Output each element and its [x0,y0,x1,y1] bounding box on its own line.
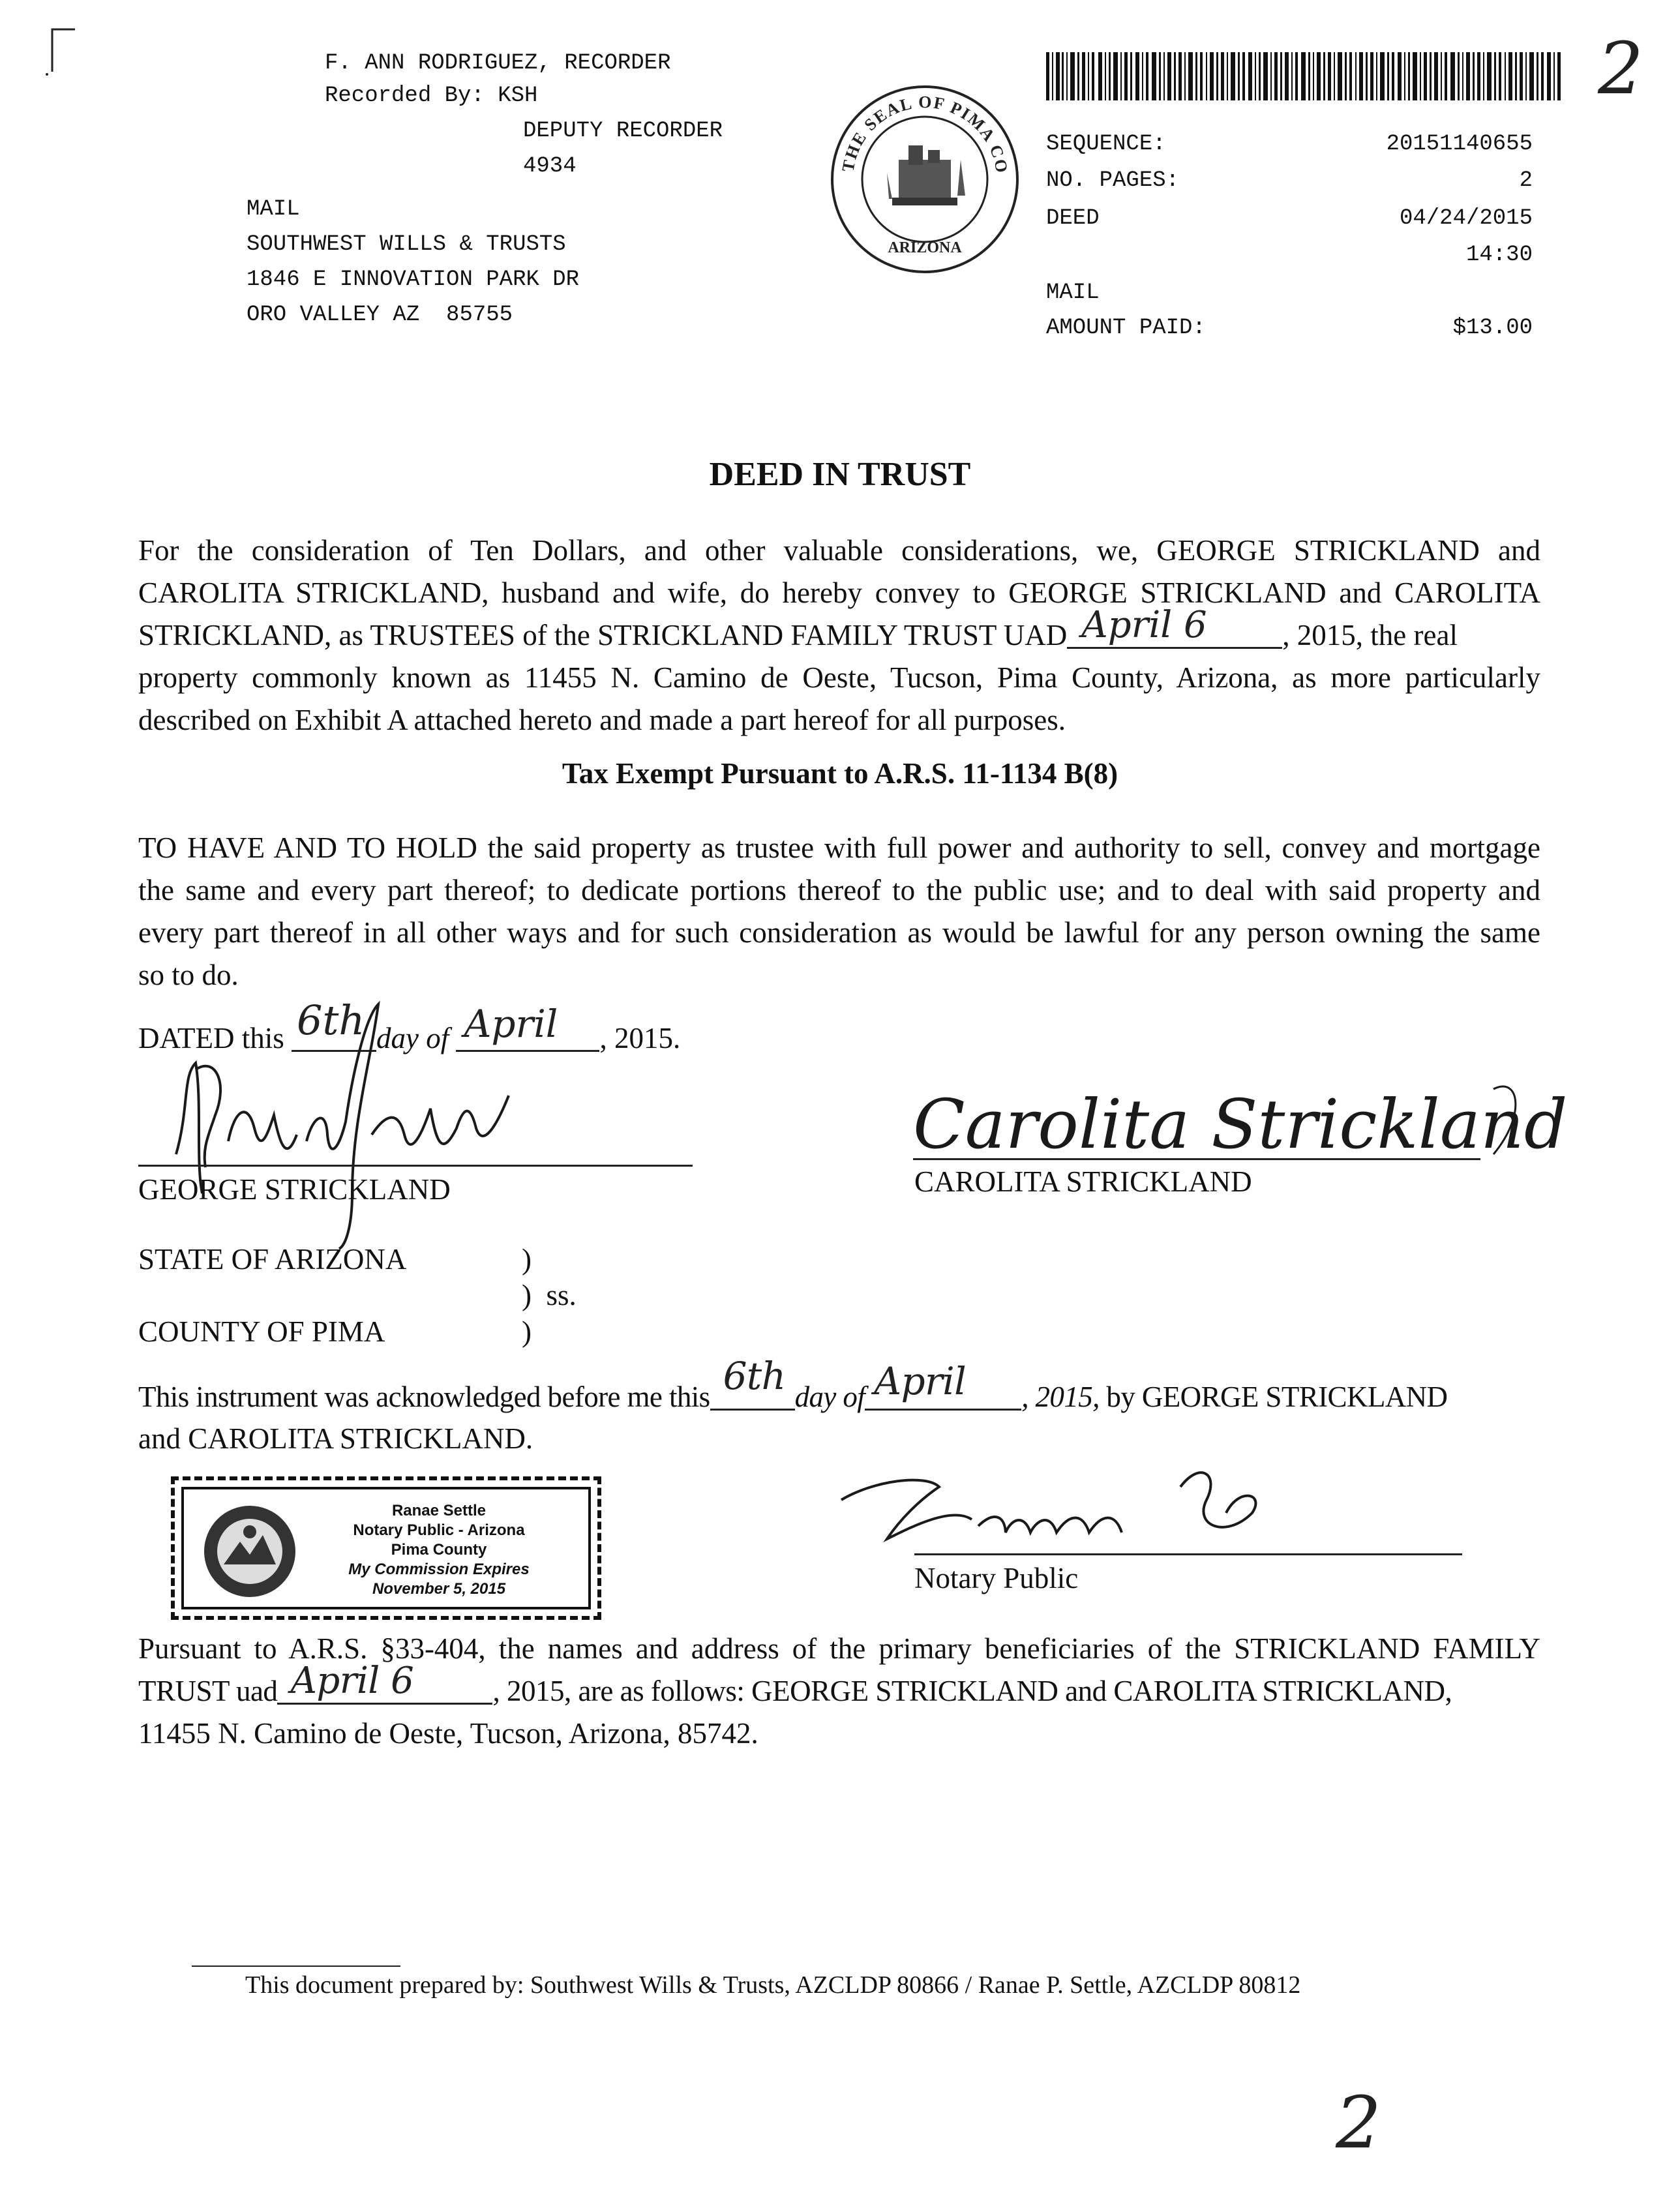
ack-middle: day of [794,1381,865,1413]
record-date: 04/24/2015 [1399,206,1533,231]
notary-label: Notary Public [914,1562,1079,1594]
beneficiaries-paragraph [138,1628,1540,1755]
notary-stamp-text [305,1501,573,1599]
notary-stamp-expiry: November 5, 2015 [372,1580,506,1598]
para3-line2-start: TRUST uad [138,1675,278,1707]
corner-bracket-mark [39,26,78,78]
notary-stamp-county: Pima County [391,1541,487,1559]
amount-label: AMOUNT PAID: [1046,316,1206,340]
sequence-label: SEQUENCE: [1046,132,1166,157]
prepared-by-footer: This document prepared by: Southwest Wills & Trusts, AZCLDP 80866 / Ranae P. Settle, AZCLDP 80812 [245,1971,1301,1999]
george-name: GEORGE STRICKLAND [138,1173,451,1206]
deputy-number: 4934 [523,154,577,179]
amount-value: $13.00 [1452,316,1533,340]
notary-stamp-name: Ranae Settle [391,1502,487,1519]
notary-signature [835,1448,1304,1578]
ack-day-handwritten: 6th [723,1354,786,1398]
ack-day-blank [710,1354,795,1411]
ack-month-blank [865,1359,1021,1411]
record-time: 14:30 [1465,243,1533,267]
recording-barcode [1046,52,1561,100]
venue-county: COUNTY OF PIMA [138,1315,385,1348]
notary-stamp-commission: My Commission Expires [348,1561,530,1578]
carolita-signature-script: Carolita Strickland [913,1084,1568,1164]
george-signature-line [138,1165,693,1167]
mail-street: 1846 E INNOVATION PARK DR [247,267,580,292]
dated-month-handwritten: April [464,1002,558,1046]
mail-label: MAIL [247,197,300,222]
conveyance-paragraph [138,530,1540,741]
carolita-signature-line [913,1158,1480,1160]
trust-date-handwritten: April 6 [1081,604,1207,646]
para1-line2: CAROLITA STRICKLAND, husband and wife, do hereby convey to GEORGE STRICKLAND and CAROLITA [138,576,1540,609]
notary-signature-line [914,1553,1462,1555]
carolita-name: CAROLITA STRICKLAND [914,1165,1252,1198]
tax-exempt-heading: Tax Exempt Pursuant to A.R.S. 11-1134 B(8) [562,757,1118,790]
document-type: DEED [1046,206,1100,231]
ack-line2: and CAROLITA STRICKLAND. [138,1422,533,1455]
venue-paren-1: ) [522,1243,532,1276]
seal-top-text: THE SEAL OF PIMA COUNTY [820,67,1012,175]
dated-prefix: DATED this [138,1022,284,1054]
pages-value: 2 [1519,168,1533,193]
acknowledgment-line [138,1354,1448,1418]
pima-county-seal [820,67,1023,277]
ack-month-handwritten: April [874,1359,967,1403]
ack-prefix: This instrument was acknowledged before me this [138,1381,710,1413]
venue-state: STATE OF ARIZONA [138,1243,407,1276]
para2-line2: the same and every part thereof; to dedicate portions thereof to the public use; and to deal with said property and [138,874,1540,906]
para3-line1: Pursuant to A.R.S. §33-404, the names and address of the primary beneficiaries of the STRICKLAND FAMILY [138,1632,1540,1665]
dated-middle: day of [376,1022,449,1054]
recorded-by: Recorded By: KSH [325,83,538,108]
arizona-state-seal-icon [201,1502,299,1600]
para1-line3 [138,604,1540,657]
seal-bottom-text: ARIZONA [888,239,962,256]
venue-paren-3: ) [522,1315,532,1348]
para3-line2 [138,1660,1540,1712]
notary-stamp-title: Notary Public - Arizona [353,1521,525,1539]
delivery-method: MAIL [1046,280,1100,305]
dated-day-handwritten: 6th [297,996,365,1044]
para2-line1: TO HAVE AND TO HOLD the said property as trustee with full power and authority to sell, convey and mortgage [138,831,1540,864]
recorder-name: F. ANN RODRIGUEZ, RECORDER [325,51,671,76]
page-title: DEED IN TRUST [709,456,971,493]
para1-line5: described on Exhibit A attached hereto and made a part hereof for all purposes. [138,704,1066,736]
para3-line2-end: , 2015, are as follows: GEORGE STRICKLAND and CAROLITA STRICKLAND, [492,1675,1452,1707]
mail-city: ORO VALLEY AZ 85755 [247,303,513,327]
beneficiary-date-handwritten: April 6 [290,1660,414,1702]
beneficiary-date-blank [277,1660,492,1705]
notary-stamp [171,1476,601,1620]
para2-line4: so to do. [138,959,239,991]
para1-line4: property commonly known as 11455 N. Camino de Oeste, Tucson, Pima County, Arizona, as more particularly [138,661,1540,694]
para1-line1: For the consideration of Ten Dollars, and other valuable considerations, we, GEORGE STRICKLAND and [138,534,1540,567]
venue-ss: ) ss. [522,1279,577,1311]
deputy-recorder: DEPUTY RECORDER [523,119,723,143]
mail-addressee: SOUTHWEST WILLS & TRUSTS [247,232,566,257]
para1-line3-start: STRICKLAND, as TRUSTEES of the STRICKLAND FAMILY TRUST UAD [138,619,1068,651]
pages-label: NO. PAGES: [1046,168,1180,193]
para3-line3: 11455 N. Camino de Oeste, Tucson, Arizona, 85742. [138,1717,758,1750]
sequence-value: 20151140655 [1386,132,1533,157]
habendum-paragraph [138,827,1540,996]
carolita-signature [907,1063,1568,1180]
ack-year: , 2015, [1021,1381,1100,1413]
trust-date-blank [1067,604,1282,649]
dated-suffix: , 2015. [599,1022,681,1054]
para2-line3: every part thereof in all other ways and for such consideration as would be lawful for any person owning the same [138,916,1540,949]
corner-page-mark: 2 [1598,27,1643,110]
footer-rule [192,1965,400,1967]
bottom-page-mark: 2 [1336,2081,1381,2164]
ack-suffix: by GEORGE STRICKLAND [1099,1381,1448,1413]
george-signature [157,978,561,1252]
para1-line3-end: , 2015, the real [1282,619,1458,651]
